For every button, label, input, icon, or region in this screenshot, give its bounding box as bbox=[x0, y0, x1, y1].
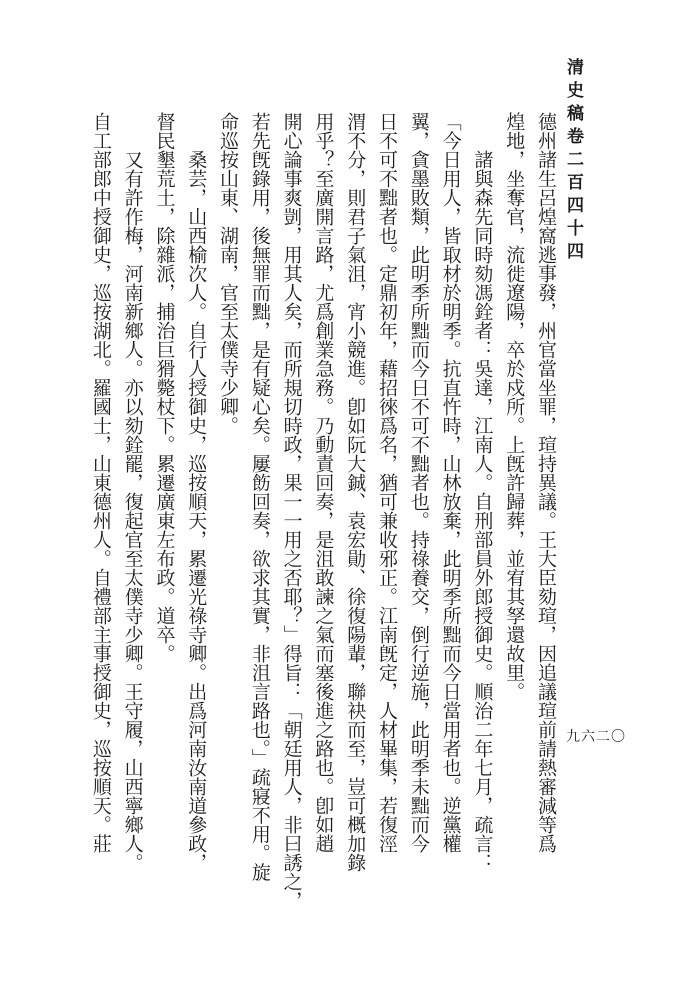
text-column: 德州諸生呂煌窩逃事發，州官當坐罪，瑄持異議。王大臣劾瑄，因追議瑄前請熱審減等爲 bbox=[535, 112, 557, 853]
text-column: 又有許作梅，河南新鄉人。亦以劾銓罷，復起官至太僕寺少卿。王守履，山西寧鄉人。 bbox=[121, 150, 144, 872]
text-column: 渭不分，則君子氣沮，宵小競進。卽如阮大鋮、袁宏勛、徐復陽輩，聯袂而至，豈可概加錄 bbox=[344, 112, 367, 872]
text-column: 「今日用人，皆取材於明季。抗直忤時，山林放棄，此明季所黜而今日當用者也。逆黨權 bbox=[439, 112, 462, 853]
text-column: 用乎？至廣開言路，尤爲創業急務。乃動責回奏，是沮敢諫之氣而塞後進之路也。卽如趙 bbox=[312, 112, 335, 853]
text-column: 日不可不黜者也。定鼎初年，藉招徠爲名，猶可兼收邪正。江南旣定，人材畢集，若復涇 bbox=[376, 112, 399, 853]
text-column: 諸與森先同時劾馮銓者：吳達，江南人。自刑部員外郎授御史。順治二年七月，疏言： bbox=[471, 150, 494, 872]
text-column: 開心論事爽剴，用其人矣，而所規切時政，果一一用之否耶？」得旨：「朝廷用人，非曰誘之， bbox=[280, 112, 303, 910]
text-column: 煌地，坐奪官，流徙遼陽，卒於戍所。上旣許歸葬，並宥其孥還故里。 bbox=[503, 112, 526, 701]
text-body bbox=[84, 112, 561, 912]
text-column: 若先旣錄用，後無罪而黜，是有疑心矣。屢飭回奏，欲求其實，非沮言路也。」疏寢不用。旋 bbox=[248, 112, 271, 882]
text-column: 命巡按山東、湖南，官至太僕寺少卿。 bbox=[217, 112, 240, 435]
text-column: 自工部郎中授御史，巡按湖北。羅國士，山東德州人。自禮部主事授御史，巡按順天。莊 bbox=[89, 112, 112, 853]
page-number: 九六二〇 bbox=[566, 729, 626, 745]
text-column: 桑芸，山西榆次人。自行人授御史，巡按順天，累遷光祿寺卿。出爲河南汝南道參政， bbox=[185, 150, 208, 872]
text-column: 督民墾荒土，除雜派，捕治巨猾斃杖下。累遷廣東左布政。道卒。 bbox=[153, 112, 176, 663]
text-column: 翼，貪墨敗類，此明季所黜而今日不可不黜者也。持祿養交，倒行逆施，此明季未黜而今 bbox=[407, 112, 430, 853]
running-head: 清史稿卷二百四十四 bbox=[563, 58, 583, 265]
